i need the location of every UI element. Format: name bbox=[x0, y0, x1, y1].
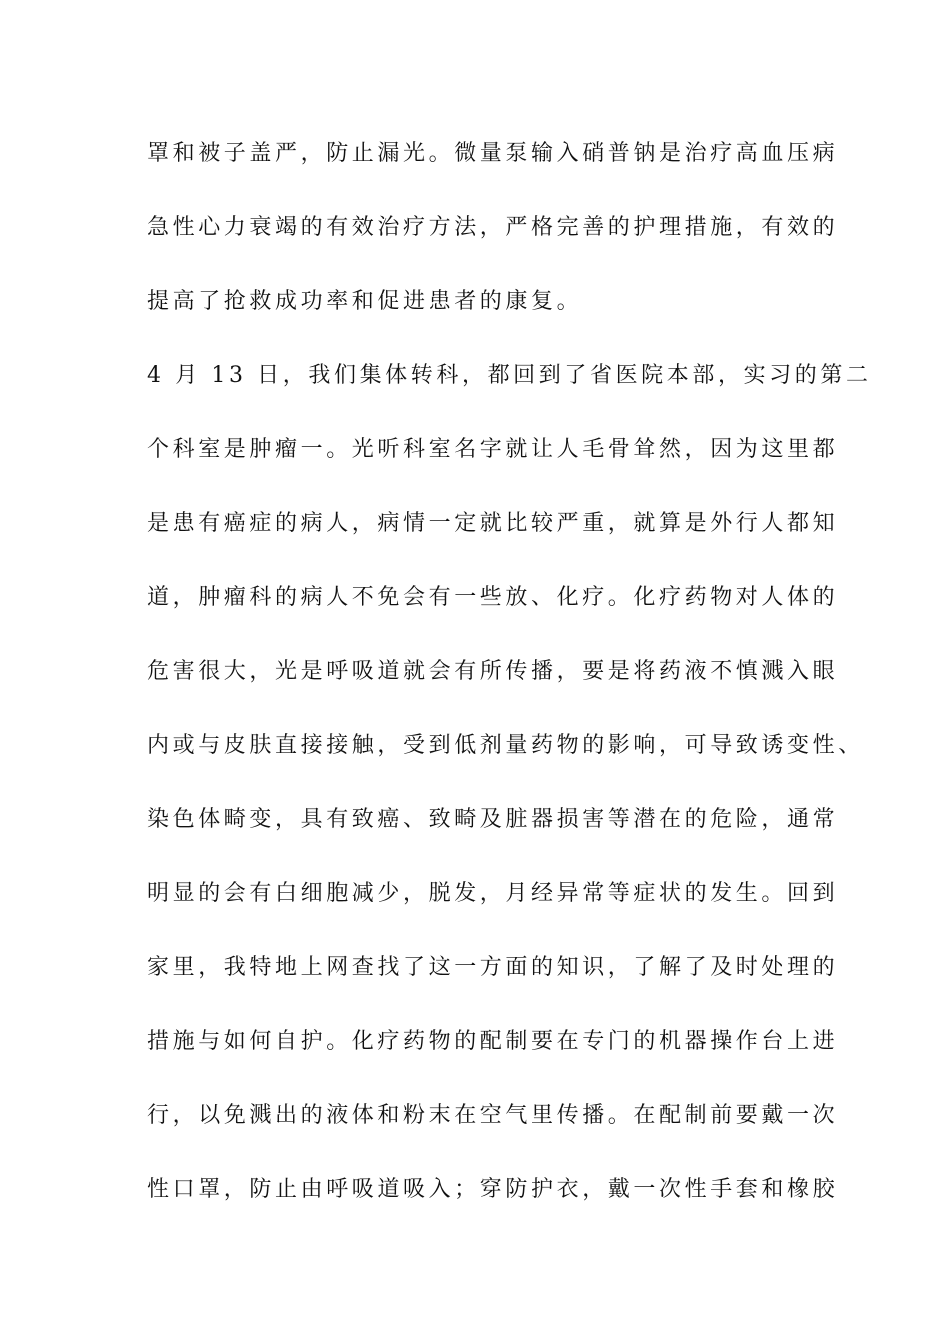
text-line-12: 家里，我特地上网查找了这一方面的知识，了解了及时处理的 bbox=[147, 955, 839, 980]
text-line-2: 急性心力衰竭的有效治疗方法，严格完善的护理措施，有效的 bbox=[147, 215, 839, 240]
text-line-5: 个科室是肿瘤一。光听科室名字就让人毛骨耸然，因为这里都 bbox=[147, 437, 839, 462]
text-line-8: 危害很大，光是呼吸道就会有所传播，要是将药液不慎溅入眼 bbox=[147, 659, 839, 684]
text-line-9: 内或与皮肤直接接触，受到低剂量药物的影响，可导致诱变性、 bbox=[147, 733, 864, 758]
text-line-7: 道，肿瘤科的病人不免会有一些放、化疗。化疗药物对人体的 bbox=[147, 585, 839, 610]
text-line-13: 措施与如何自护。化疗药物的配制要在专门的机器操作台上进 bbox=[147, 1029, 839, 1054]
text-line-1: 罩和被子盖严，防止漏光。微量泵输入硝普钠是治疗高血压病 bbox=[147, 141, 839, 166]
text-line-14: 行，以免溅出的液体和粉末在空气里传播。在配制前要戴一次 bbox=[147, 1103, 839, 1128]
text-line-10: 染色体畸变，具有致癌、致畸及脏器损害等潜在的危险，通常 bbox=[147, 807, 839, 832]
text-line-4: 4 月 13 日，我们集体转科，都回到了省医院本部，实习的第二 bbox=[147, 363, 872, 388]
text-line-15: 性口罩，防止由呼吸道吸入；穿防护衣，戴一次性手套和橡胶 bbox=[147, 1177, 839, 1202]
text-line-11: 明显的会有白细胞减少，脱发，月经异常等症状的发生。回到 bbox=[147, 881, 839, 906]
text-line-6: 是患有癌症的病人，病情一定就比较严重，就算是外行人都知 bbox=[147, 511, 839, 536]
text-line-3: 提高了抢救成功率和促进患者的康复。 bbox=[147, 289, 583, 314]
